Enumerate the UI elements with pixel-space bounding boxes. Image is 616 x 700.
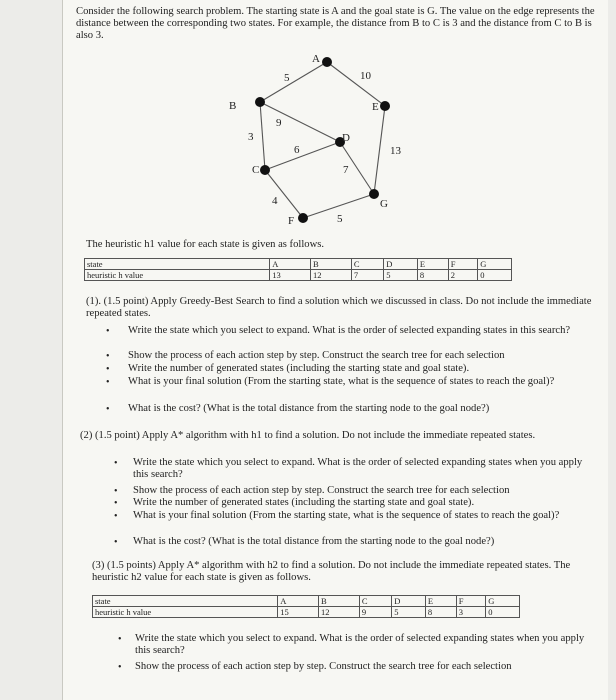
node-label: F — [288, 215, 295, 227]
edge-weight: 4 — [272, 195, 278, 207]
table-cell: B — [319, 596, 360, 607]
table-cell: F — [448, 259, 477, 270]
table-cell: 12 — [319, 607, 360, 618]
edge-weight: 6 — [294, 144, 300, 156]
node-label: G — [380, 198, 388, 210]
part2-item-5: What is the cost? (What is the total distance from the starting node to the goal node?) — [133, 536, 495, 547]
part1-title: (1). (1.5 point) Apply Greedy-Best Search to find a solution which we discussed in class. Do not include the immediate repeated states. — [86, 296, 592, 319]
table-cell: heuristic h value — [85, 270, 270, 281]
table-cell: state — [93, 596, 278, 607]
bullet: • — [114, 486, 118, 497]
node-label: A — [312, 53, 320, 65]
node-label: D — [342, 132, 350, 144]
bullet: • — [106, 364, 110, 375]
edge-weight: 3 — [248, 131, 254, 143]
part1-item-3: Write the number of generated states (including the starting state and goal state). — [128, 363, 470, 374]
bullet: • — [114, 498, 118, 509]
edge-weight: 5 — [284, 72, 290, 84]
table-cell: C — [351, 259, 383, 270]
bullet: • — [118, 662, 122, 673]
bullet: • — [114, 511, 118, 522]
edge-b-c — [260, 102, 265, 170]
part1-item-2: Show the process of each action step by step. Construct the search tree for each selection — [128, 350, 505, 361]
h2-table — [92, 595, 520, 618]
node-label: B — [229, 100, 237, 112]
part1-item-5: What is the cost? (What is the total distance from the starting node to the goal node?) — [128, 403, 490, 414]
edge-weight: 10 — [360, 70, 371, 82]
table-cell: G — [486, 596, 520, 607]
table-cell: F — [456, 596, 485, 607]
part3-item-2: Show the process of each action step by step. Construct the search tree for each selection — [135, 661, 512, 672]
table-cell: C — [359, 596, 391, 607]
table-cell: 0 — [486, 607, 520, 618]
table-cell: B — [311, 259, 352, 270]
part2-item-1: Write the state which you select to expand. What is the order of selected expanding states when you apply this search? — [133, 457, 583, 480]
edge-a-e — [327, 62, 385, 106]
node-label: C — [252, 164, 260, 176]
bullet: • — [106, 351, 110, 362]
intro-paragraph: Consider the following search problem. The starting state is A and the goal state is G. The value on the edge represents the distance between the corresponding two states. For example, the distance from B to C is 3 and the distance from C to B is also 3. — [76, 6, 595, 41]
edge-c-f — [265, 170, 303, 218]
node-f — [298, 213, 308, 223]
table-cell: state — [85, 259, 270, 270]
h1-table — [84, 258, 512, 281]
table-cell: 7 — [351, 270, 383, 281]
edge-e-g — [374, 106, 385, 194]
node-a — [322, 57, 332, 67]
edge-c-d — [265, 142, 340, 170]
node-g — [369, 189, 379, 199]
page-edge — [62, 0, 63, 700]
table-cell: 3 — [456, 607, 485, 618]
part2-item-2: Show the process of each action step by step. Construct the search tree for each selection — [133, 485, 510, 496]
table-cell: E — [417, 259, 448, 270]
part1-item-4: What is your final solution (From the starting state, what is the sequence of states to reach the goal)? — [128, 376, 555, 387]
part2-title: (2) (1.5 point) Apply A* algorithm with h1 to find a solution. Do not include the immediate repeated states. — [80, 430, 536, 441]
node-c — [260, 165, 270, 175]
part2-item-4: What is your final solution (From the starting state, what is the sequence of states to reach the goal)? — [133, 510, 560, 521]
table-cell: D — [384, 259, 418, 270]
edge-b-d — [260, 102, 340, 142]
part3-title: (3) (1.5 points) Apply A* algorithm with h2 to find a solution. Do not include the immediate repeated states. The heuristic h2 value for each state is given as follows. — [92, 560, 571, 583]
part1-item-1: Write the state which you select to expand. What is the order of selected expanding states in this search? — [128, 325, 571, 336]
edge-weight: 7 — [343, 164, 349, 176]
table-cell: 0 — [478, 270, 512, 281]
table-cell: D — [392, 596, 426, 607]
table-cell: heuristic h value — [93, 607, 278, 618]
table-cell: 13 — [270, 270, 311, 281]
h1-heading: The heuristic h1 value for each state is given as follows. — [86, 239, 324, 250]
table-cell: 8 — [425, 607, 456, 618]
part3-item-1: Write the state which you select to expand. What is the order of selected expanding states when you apply this search? — [135, 633, 585, 656]
bullet: • — [118, 634, 122, 645]
bullet: • — [106, 326, 110, 337]
table-cell: 5 — [392, 607, 426, 618]
table-cell: 9 — [359, 607, 391, 618]
bullet: • — [114, 537, 118, 548]
bullet: • — [106, 377, 110, 388]
table-cell: A — [270, 259, 311, 270]
edge-weight: 13 — [390, 145, 401, 157]
table-cell: A — [278, 596, 319, 607]
edge-weight: 9 — [276, 117, 282, 129]
table-cell: 8 — [417, 270, 448, 281]
part2-item-3: Write the number of generated states (including the starting state and goal state). — [133, 497, 475, 508]
bullet: • — [106, 404, 110, 415]
edge-weight: 5 — [337, 213, 343, 225]
bullet: • — [114, 458, 118, 469]
table-cell: 12 — [311, 270, 352, 281]
table-cell: 5 — [384, 270, 418, 281]
table-cell: 2 — [448, 270, 477, 281]
table-cell: E — [425, 596, 456, 607]
table-cell: G — [478, 259, 512, 270]
node-b — [255, 97, 265, 107]
search-graph — [200, 50, 430, 235]
node-label: E — [372, 101, 379, 113]
node-e — [380, 101, 390, 111]
edge-a-b — [260, 62, 327, 102]
table-cell: 15 — [278, 607, 319, 618]
